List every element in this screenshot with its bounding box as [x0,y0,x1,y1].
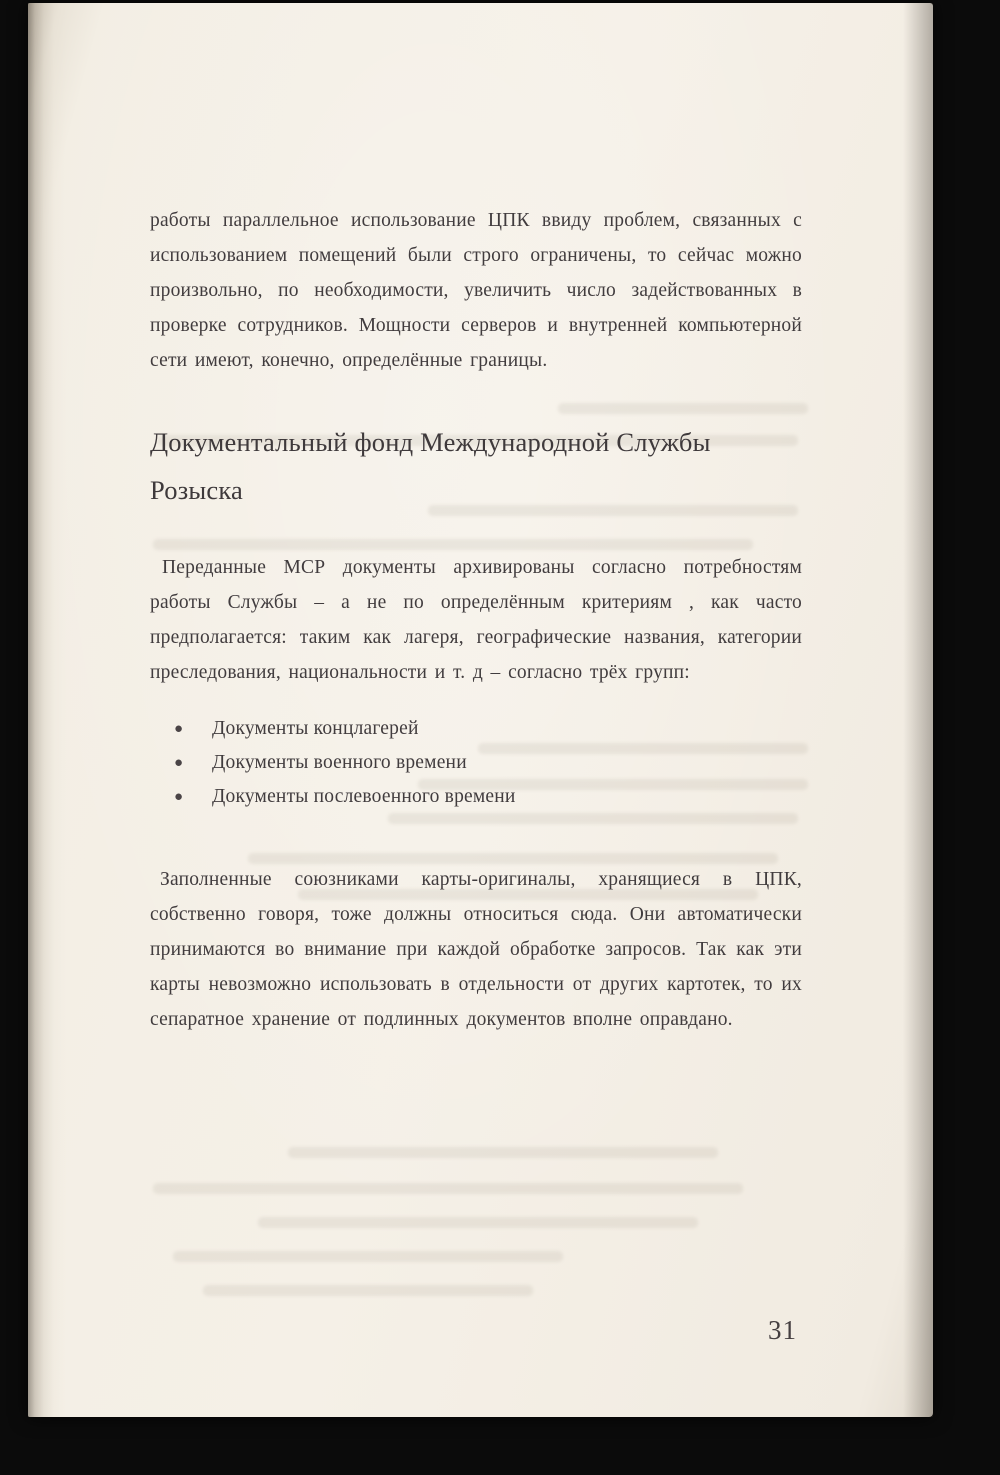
bleed-through-line [203,1285,533,1296]
paragraph-closing: Заполненные союзниками карты-оригиналы, хранящиеся в ЦПК, собственно говоря, тоже должны относиться сюда. Они автоматически принимаются во внимание при каждой обработке запросов. Так как эти карты невозможно использовать в отдельности от других картотек, то их сепаратное хранение от подлинных документов вполне оправдано. [150,869,802,1030]
paragraph-continuation: работы параллельное использование ЦПК ввиду проблем, связанных с использованием помещений были строго ограничены, то сейчас можно произвольно, по необходимости, увеличить число задействованных в проверке сотрудников. Мощности серверов и внутренней компьютерной сети имеют, конечно, определённые границы. [150,210,802,371]
bullet-icon: ● [174,755,184,771]
bleed-through-line [173,1251,563,1262]
list-item [174,780,802,814]
list-item [174,712,802,746]
list-item-text: Документы послевоенного времени [212,786,516,807]
list-item [174,746,802,780]
bleed-through-line [288,1147,718,1158]
bullet-list [150,712,802,814]
list-item-text: Документы концлагерей [212,718,419,739]
book-page [28,3,933,1417]
bullet-icon: ● [174,721,184,737]
bleed-through-line [258,1217,698,1228]
section-heading: Документальный фонд Международной Службы Розыска [150,427,711,505]
paragraph-intro: Переданные МСР документы архивированы согласно потребностям работы Службы – а не по определённым критериям , как часто предполагается: таким как лагеря, географические названия, категории преследования, национальности и т. д – согласно трёх групп: [150,557,802,683]
bullet-icon: ● [174,789,184,805]
page-number: 31 [768,1315,797,1345]
list-item-text: Документы военного времени [212,752,467,773]
bleed-through-line [153,1183,743,1194]
text-block [150,203,802,1037]
